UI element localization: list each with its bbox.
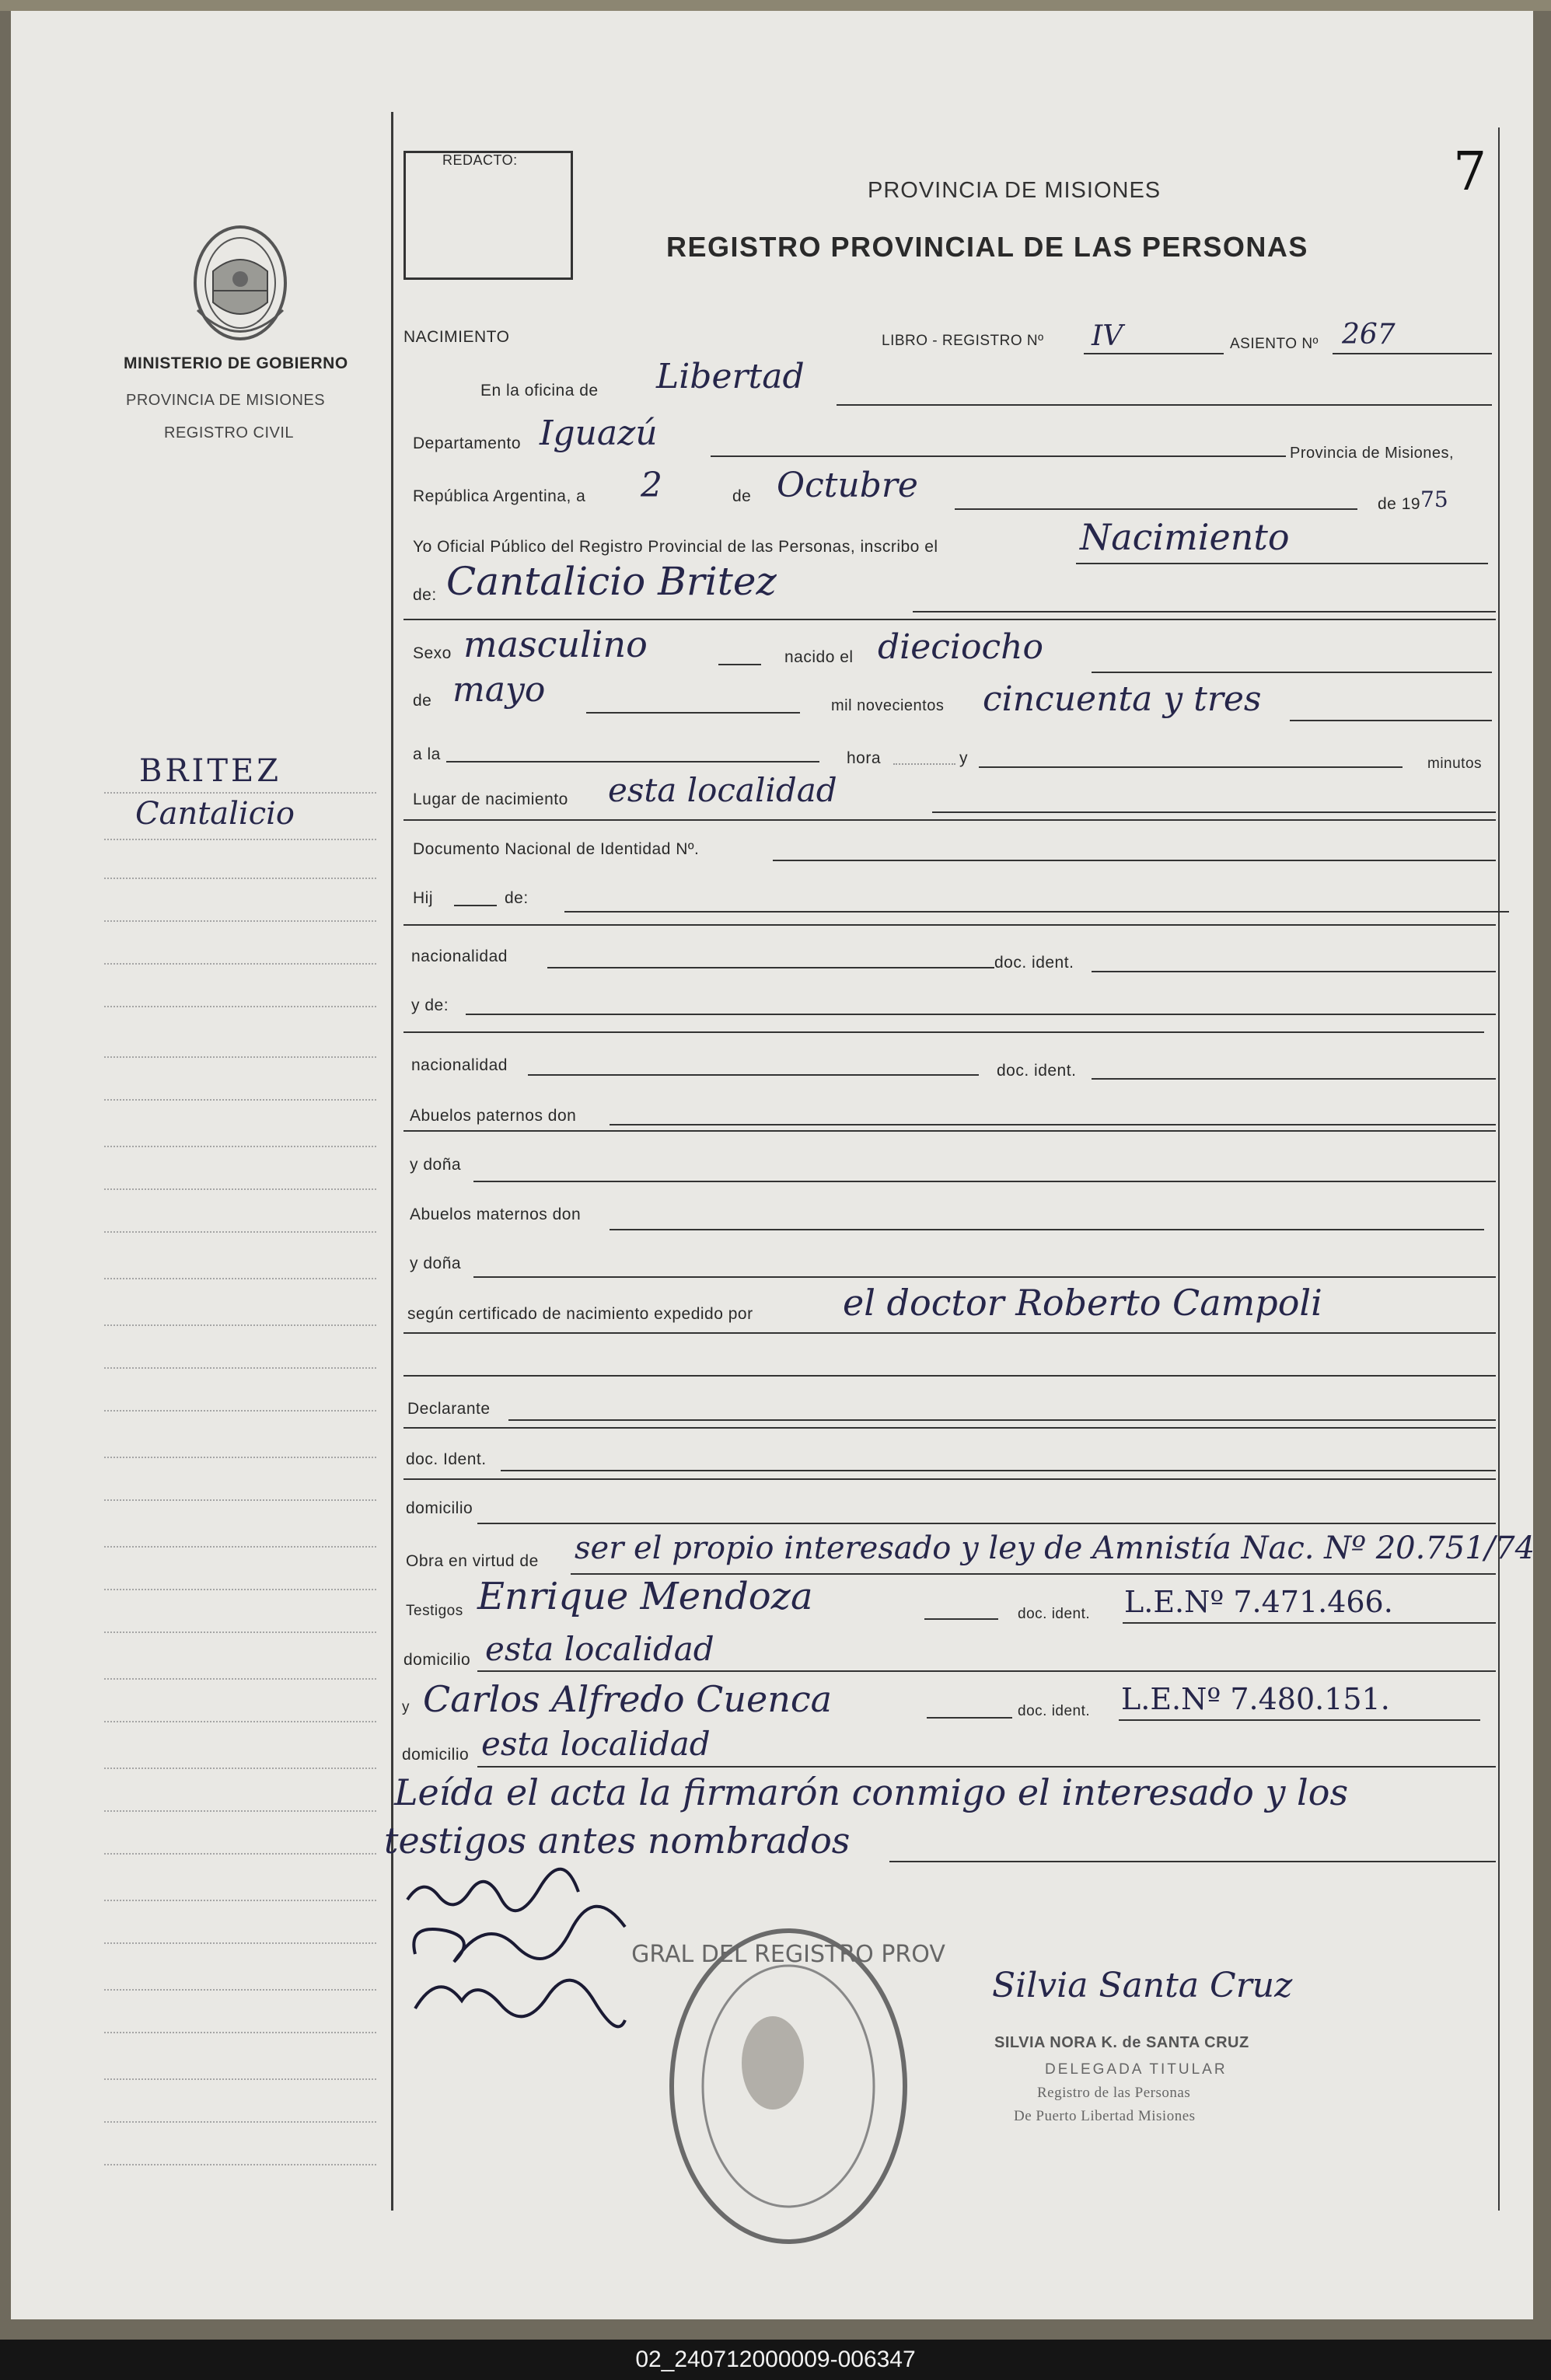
rule xyxy=(477,1670,1496,1672)
departamento-label: Departamento xyxy=(413,434,522,452)
coat-of-arms-icon xyxy=(182,217,299,349)
sexo-label: Sexo xyxy=(413,644,452,662)
rule xyxy=(932,811,1496,813)
mil-novecientos-label: mil novecientos xyxy=(831,697,945,714)
rule xyxy=(547,967,994,968)
section-nacimiento: NACIMIENTO xyxy=(403,328,510,346)
scan-top-edge xyxy=(0,0,1551,11)
doc-ident-label: doc. ident. xyxy=(994,954,1074,972)
rule xyxy=(1333,353,1492,354)
margin-rule xyxy=(104,1546,376,1548)
sexo-value: masculino xyxy=(463,623,648,665)
de-label: de xyxy=(732,487,752,505)
rule xyxy=(403,819,1496,821)
lugar-label: Lugar de nacimiento xyxy=(413,790,568,808)
obra-label: Obra en virtud de xyxy=(406,1552,539,1570)
testigo1-doc: L.E.Nº 7.471.466. xyxy=(1124,1585,1393,1619)
minutos-label: minutos xyxy=(1427,756,1483,772)
doc-ident-label: doc. ident. xyxy=(997,1062,1077,1080)
margin-rule xyxy=(104,2164,376,2165)
nacido-dia-value: dieciocho xyxy=(878,627,1043,667)
y-label: y xyxy=(959,749,968,767)
hora-label: hora xyxy=(847,749,882,767)
margin-rule xyxy=(104,1810,376,1812)
rule xyxy=(403,1427,1496,1429)
y-de-label: y de: xyxy=(411,996,449,1014)
margin-rule xyxy=(104,1942,376,1944)
rule xyxy=(403,1478,1496,1480)
rule xyxy=(711,455,1286,457)
republica-label: República Argentina, a xyxy=(413,487,586,505)
domicilio-label: domicilio xyxy=(406,1499,473,1517)
oficina-value: Libertad xyxy=(656,357,805,396)
signatures-image xyxy=(392,1869,672,2040)
lugar-value: esta localidad xyxy=(608,771,837,809)
margin-rule xyxy=(104,1099,376,1101)
fecha-anio-label: de 19 xyxy=(1378,495,1421,513)
rule xyxy=(1092,672,1492,673)
rule xyxy=(403,924,1496,926)
asiento-label: ASIENTO Nº xyxy=(1230,336,1319,352)
margin-rule xyxy=(104,1678,376,1680)
fecha-anio-value: 75 xyxy=(1420,487,1448,512)
rule xyxy=(501,1470,1496,1471)
margin-rule xyxy=(104,1768,376,1769)
margin-rule xyxy=(104,792,376,794)
rule xyxy=(454,905,497,906)
redacto-box xyxy=(403,151,573,280)
margin-rule xyxy=(104,1900,376,1901)
rule xyxy=(927,1717,1012,1719)
obra-value: ser el propio interesado y ley de Amnistía Nac. Nº 20.751/74 xyxy=(575,1530,1535,1566)
svg-text:GRAL DEL REGISTRO PROV: GRAL DEL REGISTRO PROV xyxy=(631,1941,945,1968)
libro-registro-label: LIBRO - REGISTRO Nº xyxy=(882,333,1044,349)
closing-line1: Leída el acta la firmarón conmigo el interesado y los xyxy=(394,1771,1349,1813)
oficina-label: En la oficina de xyxy=(480,382,599,400)
closing-line2: testigos antes nombrados xyxy=(384,1820,851,1862)
margin-rule xyxy=(104,2032,376,2033)
testigo2-domicilio: esta localidad xyxy=(481,1725,711,1763)
sidebar-province: PROVINCIA DE MISIONES xyxy=(126,392,326,409)
margin-rule xyxy=(104,1056,376,1058)
nacido-mes-value: mayo xyxy=(452,670,546,710)
page-number: 7 xyxy=(1453,141,1487,203)
margin-rule xyxy=(104,1989,376,1991)
testigo2-doc: L.E.Nº 7.480.151. xyxy=(1121,1682,1390,1716)
rule xyxy=(610,1229,1484,1230)
certificado-value: el doctor Roberto Campoli xyxy=(843,1282,1322,1324)
rule xyxy=(1084,353,1224,354)
rule xyxy=(924,1618,998,1620)
margin-rule xyxy=(104,1231,376,1233)
fecha-mes-value: Octubre xyxy=(777,466,918,505)
abuelos-maternos-label: Abuelos maternos don xyxy=(410,1206,582,1223)
rule xyxy=(473,1181,1496,1182)
rule xyxy=(1092,971,1496,972)
rule xyxy=(889,1861,1496,1862)
testigo2-nombre: Carlos Alfredo Cuenca xyxy=(423,1678,833,1720)
rule xyxy=(718,664,761,665)
margin-rule xyxy=(104,1146,376,1147)
officer-office-line1: Registro de las Personas xyxy=(1037,2085,1191,2101)
fecha-dia-value: 2 xyxy=(641,466,662,505)
margin-rule xyxy=(104,1367,376,1369)
margin-rule xyxy=(104,878,376,879)
ministry-title: MINISTERIO DE GOBIERNO xyxy=(124,354,348,372)
officer-name: SILVIA NORA K. de SANTA CRUZ xyxy=(994,2034,1249,2051)
provincia-label: Provincia de Misiones, xyxy=(1290,445,1455,462)
rule xyxy=(1092,1078,1496,1080)
libro-registro-value: IV xyxy=(1092,320,1123,352)
document-page xyxy=(11,11,1533,2319)
margin-rule xyxy=(104,1499,376,1501)
y-dona-label: y doña xyxy=(410,1255,462,1272)
margin-given-name: Cantalicio xyxy=(135,796,295,832)
margin-rule xyxy=(104,1457,376,1458)
rule xyxy=(893,763,955,765)
testigos-label: Testigos xyxy=(406,1603,463,1619)
rule xyxy=(955,508,1357,510)
margin-rule xyxy=(104,1631,376,1633)
nacionalidad-label: nacionalidad xyxy=(411,1056,508,1074)
officer-title: DELEGADA TITULAR xyxy=(1045,2061,1228,2078)
rule xyxy=(477,1523,1496,1524)
de-nombre-label: de: xyxy=(413,586,437,604)
rule xyxy=(466,1014,1496,1015)
rule xyxy=(403,1031,1484,1033)
margin-rule xyxy=(104,1589,376,1590)
doc-ident-testigo2-label: doc. ident. xyxy=(1018,1703,1091,1719)
hij-de-label: de: xyxy=(505,889,529,907)
rule xyxy=(773,860,1496,861)
margin-rule xyxy=(104,920,376,922)
y-dona-label: y doña xyxy=(410,1156,462,1174)
declarante-label: Declarante xyxy=(407,1400,491,1418)
nacido-anio-value: cincuenta y tres xyxy=(983,679,1262,719)
yo-oficial-label: Yo Oficial Público del Registro Provincial de las Personas, inscribo el xyxy=(413,538,938,556)
rule xyxy=(446,761,819,763)
doc-ident-testigo1-label: doc. ident. xyxy=(1018,1606,1091,1622)
margin-rule xyxy=(104,1853,376,1855)
nombre-value: Cantalicio Britez xyxy=(446,559,777,604)
margin-rule xyxy=(104,1410,376,1412)
margin-rule xyxy=(104,1278,376,1279)
rule xyxy=(610,1124,1496,1125)
sidebar-registry: REGISTRO CIVIL xyxy=(164,424,295,441)
margin-rule xyxy=(104,1188,376,1190)
rule xyxy=(473,1276,1496,1278)
abuelos-paternos-label: Abuelos paternos don xyxy=(410,1107,577,1125)
rule xyxy=(837,404,1492,406)
rule xyxy=(528,1074,979,1076)
margin-rule xyxy=(104,839,376,840)
redacto-label: REDACTO: xyxy=(442,152,518,168)
margin-rule xyxy=(104,1324,376,1326)
margin-rule xyxy=(104,1721,376,1722)
margin-rule xyxy=(104,1006,376,1007)
departamento-value: Iguazú xyxy=(540,414,658,453)
official-stamp-image xyxy=(631,1915,945,2257)
margin-rule xyxy=(104,2078,376,2080)
scan-identifier: 02_240712000009-006347 xyxy=(0,2340,1551,2380)
rule xyxy=(979,766,1403,768)
rule xyxy=(1076,563,1488,564)
header-registry-title: REGISTRO PROVINCIAL DE LAS PERSONAS xyxy=(666,231,1308,263)
rule xyxy=(1119,1719,1480,1721)
nacido-label: nacido el xyxy=(784,648,854,666)
rule xyxy=(477,1766,1496,1768)
rule xyxy=(913,611,1496,612)
rule xyxy=(564,911,1509,913)
header-province: PROVINCIA DE MISIONES xyxy=(868,178,1162,203)
rule xyxy=(403,1332,1496,1334)
rule xyxy=(1290,720,1492,721)
testigo1-domicilio: esta localidad xyxy=(485,1630,714,1668)
a-la-label: a la xyxy=(413,745,441,763)
doc-ident-declarante-label: doc. Ident. xyxy=(406,1450,487,1468)
margin-rule xyxy=(104,963,376,965)
domicilio-testigo2-label: domicilio xyxy=(402,1746,470,1764)
rule xyxy=(1123,1622,1496,1624)
asiento-value: 267 xyxy=(1342,319,1396,351)
hij-label: Hij xyxy=(413,889,433,907)
y-testigo2-label: y xyxy=(402,1699,410,1715)
right-form-border xyxy=(1498,127,1500,2211)
nacionalidad-label: nacionalidad xyxy=(411,947,508,965)
official-signature: Silvia Santa Cruz xyxy=(992,1966,1293,2005)
documento-label: Documento Nacional de Identidad Nº. xyxy=(413,840,700,858)
domicilio-testigo1-label: domicilio xyxy=(403,1651,471,1669)
testigo1-nombre: Enrique Mendoza xyxy=(477,1575,813,1618)
rule xyxy=(403,1375,1496,1377)
margin-surname: BRITEZ xyxy=(139,753,281,789)
acta-tipo-value: Nacimiento xyxy=(1080,516,1290,558)
rule xyxy=(403,619,1496,620)
officer-office-line2: De Puerto Libertad Misiones xyxy=(1014,2108,1196,2124)
de-mes-label: de xyxy=(413,692,432,710)
rule xyxy=(586,712,800,714)
rule xyxy=(403,1130,1496,1132)
certificado-label: según certificado de nacimiento expedido por xyxy=(407,1305,753,1323)
margin-rule xyxy=(104,2121,376,2123)
rule xyxy=(508,1419,1496,1421)
